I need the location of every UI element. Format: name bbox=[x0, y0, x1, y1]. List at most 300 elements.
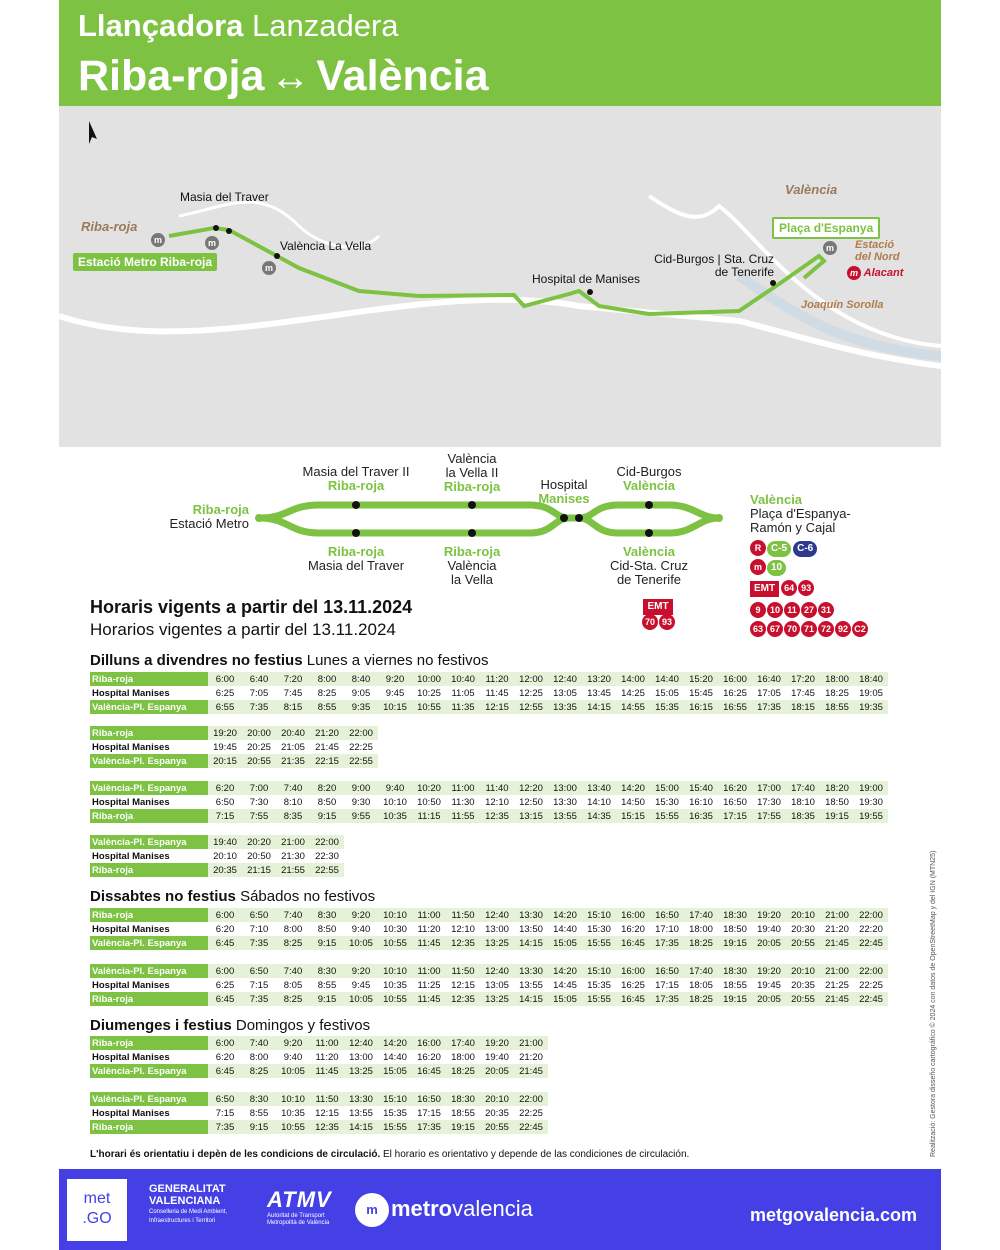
time-cell: 21:00 bbox=[514, 1036, 548, 1050]
time-cell: 12:10 bbox=[451, 923, 475, 935]
table-row bbox=[90, 754, 378, 768]
time-cell: 13:55 bbox=[548, 809, 582, 823]
time-cell: 19:45 bbox=[757, 979, 781, 991]
disclaimer-es: El horario es orientativo y depende de las condiciones de circulación. bbox=[383, 1149, 690, 1160]
time-cell: 13:35 bbox=[548, 700, 582, 714]
label: Masia del Traver bbox=[307, 558, 405, 573]
time-cell: 18:30 bbox=[718, 908, 752, 922]
time-cell: 10:10 bbox=[378, 964, 412, 978]
time-cell: 17:40 bbox=[786, 781, 820, 795]
atmv-sub1: Autoritat de Transport bbox=[267, 1213, 325, 1219]
map-alacant bbox=[847, 266, 903, 280]
time-cell: 7:15 bbox=[215, 1107, 235, 1119]
metro-ring-icon: m bbox=[355, 1193, 389, 1227]
time-cell: 16:20 bbox=[417, 1051, 441, 1063]
time-cell: 21:45 bbox=[514, 1064, 548, 1078]
station-cell: Hospital Manises bbox=[92, 796, 170, 808]
time-cell: 20:50 bbox=[247, 850, 271, 862]
station-cell: Riba-roja bbox=[90, 863, 208, 877]
time-cell: 7:20 bbox=[276, 672, 310, 686]
time-cell: 7:35 bbox=[242, 992, 276, 1006]
time-cell: 21:25 bbox=[825, 979, 849, 991]
time-cell: 8:50 bbox=[317, 923, 337, 935]
disclaimer-ca: L'horari és orientatiu i depèn de les condicions de circulació. bbox=[90, 1149, 381, 1160]
timetable-weekday-1 bbox=[90, 672, 888, 714]
time-cell: 9:20 bbox=[344, 908, 378, 922]
scheme-bot-vella bbox=[422, 545, 522, 587]
label: Manises bbox=[538, 491, 590, 506]
time-cell: 21:20 bbox=[519, 1051, 543, 1063]
station-cell: Riba-roja bbox=[90, 672, 208, 686]
time-cell: 13:25 bbox=[344, 1064, 378, 1078]
mv-valencia: valencia bbox=[452, 1195, 533, 1221]
time-cell: 13:00 bbox=[349, 1051, 373, 1063]
map-city-valencia: València bbox=[785, 182, 838, 197]
table-row bbox=[90, 908, 888, 922]
map-estacio-nord: Estació del Nord bbox=[855, 239, 900, 263]
time-cell: 9:55 bbox=[344, 809, 378, 823]
table-row bbox=[90, 936, 888, 950]
bus-line: 72 bbox=[818, 621, 834, 637]
time-cell: 20:10 bbox=[786, 908, 820, 922]
time-cell: 17:30 bbox=[757, 796, 781, 808]
time-cell: 13:55 bbox=[349, 1107, 373, 1119]
bus-line: 11 bbox=[784, 602, 800, 618]
time-cell: 22:55 bbox=[310, 863, 344, 877]
time-cell: 22:00 bbox=[344, 726, 378, 740]
time-cell: 15:05 bbox=[548, 936, 582, 950]
time-cell: 16:20 bbox=[718, 781, 752, 795]
time-cell: 15:05 bbox=[655, 687, 679, 699]
time-cell: 11:00 bbox=[446, 781, 480, 795]
station-cell: Hospital Manises bbox=[92, 687, 170, 699]
validity-catalan: Horaris vigents a partir del 13.11.2024 bbox=[90, 597, 413, 617]
time-cell: 14:20 bbox=[548, 908, 582, 922]
time-cell: 14:00 bbox=[616, 672, 650, 686]
time-cell: 20:15 bbox=[208, 754, 242, 768]
bus-line: 71 bbox=[801, 621, 817, 637]
time-cell: 14:15 bbox=[582, 700, 616, 714]
time-cell: 10:05 bbox=[276, 1064, 310, 1078]
time-cell: 6:45 bbox=[208, 936, 242, 950]
section-sunday bbox=[90, 1017, 370, 1034]
metgo-line1: met bbox=[83, 1190, 111, 1207]
time-cell: 18:05 bbox=[689, 979, 713, 991]
time-cell: 14:20 bbox=[548, 964, 582, 978]
time-cell: 12:15 bbox=[480, 700, 514, 714]
node-riba bbox=[255, 514, 263, 522]
time-cell: 10:05 bbox=[344, 936, 378, 950]
time-cell: 11:20 bbox=[315, 1051, 339, 1063]
metro-icon: m bbox=[205, 236, 219, 250]
time-cell: 11:50 bbox=[310, 1092, 344, 1106]
label: Masia del Traver II bbox=[302, 464, 410, 479]
bus-line: 93 bbox=[798, 580, 814, 596]
time-cell: 10:35 bbox=[378, 809, 412, 823]
time-cell: 10:10 bbox=[383, 796, 407, 808]
station-cell: Riba-roja bbox=[90, 992, 208, 1006]
scheme-top-traver bbox=[286, 465, 426, 493]
time-cell: 7:40 bbox=[276, 781, 310, 795]
time-cell: 11:20 bbox=[417, 923, 441, 935]
timetable-sunday-1 bbox=[90, 1036, 548, 1078]
time-cell: 10:40 bbox=[446, 672, 480, 686]
time-cell: 22:00 bbox=[514, 1092, 548, 1106]
scheme-top-vella bbox=[422, 452, 522, 494]
time-cell: 6:55 bbox=[208, 700, 242, 714]
time-cell: 18:00 bbox=[451, 1051, 475, 1063]
time-cell: 8:55 bbox=[310, 700, 344, 714]
time-cell: 17:05 bbox=[757, 687, 781, 699]
time-cell: 14:15 bbox=[514, 992, 548, 1006]
time-cell: 6:45 bbox=[208, 992, 242, 1006]
time-cell: 18:00 bbox=[689, 923, 713, 935]
time-cell: 13:25 bbox=[480, 992, 514, 1006]
table-row bbox=[90, 1036, 548, 1050]
time-cell: 6:00 bbox=[208, 672, 242, 686]
time-cell: 7:35 bbox=[208, 1120, 242, 1134]
time-cell: 18:15 bbox=[786, 700, 820, 714]
time-cell: 18:50 bbox=[825, 796, 849, 808]
map-tag-metro-riba: Estació Metro Riba-roja bbox=[73, 253, 217, 271]
time-cell: 17:15 bbox=[417, 1107, 441, 1119]
time-cell: 14:35 bbox=[582, 809, 616, 823]
time-cell: 9:20 bbox=[276, 1036, 310, 1050]
bus-line: 31 bbox=[818, 602, 834, 618]
time-cell: 8:00 bbox=[249, 1051, 269, 1063]
time-cell: 19:15 bbox=[718, 936, 752, 950]
time-cell: 20:10 bbox=[786, 964, 820, 978]
node-valencia bbox=[715, 514, 723, 522]
time-cell: 10:30 bbox=[383, 923, 407, 935]
time-cell: 11:35 bbox=[446, 700, 480, 714]
time-cell: 20:35 bbox=[485, 1107, 509, 1119]
bus-line: 70 bbox=[784, 621, 800, 637]
time-cell: 15:30 bbox=[655, 796, 679, 808]
time-cell: 22:15 bbox=[310, 754, 344, 768]
time-cell: 21:45 bbox=[820, 992, 854, 1006]
time-cell: 16:45 bbox=[616, 992, 650, 1006]
time-cell: 10:55 bbox=[412, 700, 446, 714]
time-cell: 11:45 bbox=[485, 687, 509, 699]
gva-sub2: Infraestructures i Territori bbox=[149, 1218, 216, 1224]
label: València bbox=[622, 544, 676, 559]
station-cell: Hospital Manises bbox=[92, 741, 170, 753]
time-cell: 21:55 bbox=[276, 863, 310, 877]
time-cell: 10:05 bbox=[344, 992, 378, 1006]
time-cell: 19:15 bbox=[820, 809, 854, 823]
scheme-hospital bbox=[524, 478, 604, 506]
time-cell: 7:00 bbox=[242, 781, 276, 795]
time-cell: 19:00 bbox=[854, 781, 888, 795]
time-cell: 12:40 bbox=[548, 672, 582, 686]
time-cell: 17:10 bbox=[655, 923, 679, 935]
table-row bbox=[90, 1120, 548, 1134]
time-cell: 13:45 bbox=[587, 687, 611, 699]
table-row bbox=[90, 992, 888, 1006]
bus-line: C2 bbox=[852, 621, 868, 637]
title-catalan: Llançadora bbox=[78, 8, 244, 43]
time-cell: 13:00 bbox=[485, 923, 509, 935]
line-badge: C-6 bbox=[793, 541, 817, 557]
time-cell: 10:00 bbox=[412, 672, 446, 686]
section-saturday-es: Sábados no festivos bbox=[240, 888, 376, 905]
station-cell: Riba-roja bbox=[90, 908, 208, 922]
time-cell: 19:55 bbox=[854, 809, 888, 823]
time-cell: 21:00 bbox=[276, 835, 310, 849]
station-cell: València-Pl. Espanya bbox=[90, 781, 208, 795]
timetable-weekday-3 bbox=[90, 781, 888, 823]
time-cell: 22:45 bbox=[854, 992, 888, 1006]
time-cell: 7:40 bbox=[276, 964, 310, 978]
metro-icon: m bbox=[151, 233, 165, 247]
time-cell: 8:35 bbox=[276, 809, 310, 823]
time-cell: 18:20 bbox=[820, 781, 854, 795]
time-cell: 22:25 bbox=[349, 741, 373, 753]
time-cell: 19:45 bbox=[213, 741, 237, 753]
time-cell: 16:20 bbox=[621, 923, 645, 935]
time-cell: 18:30 bbox=[446, 1092, 480, 1106]
route-map bbox=[59, 106, 941, 447]
time-cell: 12:40 bbox=[344, 1036, 378, 1050]
time-cell: 8:25 bbox=[242, 1064, 276, 1078]
website-link[interactable]: metgovalencia.com bbox=[749, 1205, 917, 1225]
time-cell: 18:35 bbox=[786, 809, 820, 823]
time-cell: 14:20 bbox=[616, 781, 650, 795]
time-cell: 22:00 bbox=[854, 908, 888, 922]
time-cell: 11:15 bbox=[412, 809, 446, 823]
time-cell: 16:25 bbox=[723, 687, 747, 699]
time-cell: 10:55 bbox=[276, 1120, 310, 1134]
metgo-logo bbox=[67, 1179, 127, 1241]
time-cell: 8:30 bbox=[310, 964, 344, 978]
section-sunday-ca: Diumenges i festius bbox=[90, 1017, 232, 1034]
emt-logo: EMT bbox=[643, 599, 672, 615]
time-cell: 20:10 bbox=[480, 1092, 514, 1106]
table-row bbox=[90, 809, 888, 823]
node-bot-cid bbox=[645, 529, 653, 537]
station-cell: València-Pl. Espanya bbox=[90, 700, 208, 714]
map-city-riba: Riba-roja bbox=[81, 219, 138, 234]
time-cell: 15:10 bbox=[378, 1092, 412, 1106]
table-row bbox=[90, 849, 344, 863]
time-cell: 18:55 bbox=[451, 1107, 475, 1119]
time-cell: 13:40 bbox=[582, 781, 616, 795]
time-cell: 21:20 bbox=[825, 923, 849, 935]
emt-logo: EMT bbox=[750, 581, 779, 597]
header bbox=[59, 0, 941, 106]
emt-connections-b bbox=[750, 600, 835, 618]
time-cell: 13:30 bbox=[553, 796, 577, 808]
time-cell: 20:55 bbox=[786, 936, 820, 950]
time-cell: 6:00 bbox=[208, 908, 242, 922]
time-cell: 11:55 bbox=[446, 809, 480, 823]
time-cell: 20:05 bbox=[752, 992, 786, 1006]
time-cell: 14:10 bbox=[587, 796, 611, 808]
timetable-weekday-2 bbox=[90, 726, 378, 768]
stop-dot-traver-2 bbox=[226, 228, 232, 234]
time-cell: 9:20 bbox=[344, 964, 378, 978]
time-cell: 22:55 bbox=[344, 754, 378, 768]
map-sorolla: Joaquín Sorolla bbox=[801, 299, 884, 311]
time-cell: 15:15 bbox=[616, 809, 650, 823]
bus-line: 10 bbox=[767, 602, 783, 618]
time-cell: 7:55 bbox=[242, 809, 276, 823]
time-cell: 11:45 bbox=[412, 992, 446, 1006]
time-cell: 13:50 bbox=[519, 923, 543, 935]
time-cell: 8:30 bbox=[310, 908, 344, 922]
time-cell: 14:45 bbox=[553, 979, 577, 991]
time-cell: 12:20 bbox=[514, 781, 548, 795]
time-cell: 14:40 bbox=[553, 923, 577, 935]
time-cell: 16:00 bbox=[616, 964, 650, 978]
time-cell: 8:00 bbox=[283, 923, 303, 935]
time-cell: 18:30 bbox=[718, 964, 752, 978]
table-row bbox=[90, 1064, 548, 1078]
time-cell: 20:30 bbox=[791, 923, 815, 935]
bus-line: 64 bbox=[781, 580, 797, 596]
station-cell: Hospital Manises bbox=[92, 850, 170, 862]
table-row bbox=[90, 978, 888, 992]
gva-line1: GENERALITAT bbox=[149, 1183, 226, 1195]
time-cell: 12:35 bbox=[310, 1120, 344, 1134]
node-top-traver bbox=[352, 501, 360, 509]
section-weekday bbox=[90, 652, 489, 669]
time-cell: 19:40 bbox=[757, 923, 781, 935]
station-cell: València-Pl. Espanya bbox=[90, 754, 208, 768]
validity-spanish: Horarios vigentes a partir del 13.11.2024 bbox=[90, 620, 396, 639]
time-cell: 10:35 bbox=[281, 1107, 305, 1119]
time-cell: 22:00 bbox=[854, 964, 888, 978]
time-cell: 15:10 bbox=[582, 908, 616, 922]
emt-cid-lines bbox=[634, 612, 684, 630]
time-cell: 17:35 bbox=[412, 1120, 446, 1134]
time-cell: 14:55 bbox=[616, 700, 650, 714]
table-row bbox=[90, 700, 888, 714]
time-cell: 13:15 bbox=[514, 809, 548, 823]
time-cell: 15:55 bbox=[582, 992, 616, 1006]
time-cell: 9:20 bbox=[378, 672, 412, 686]
bus-line: 67 bbox=[767, 621, 783, 637]
time-cell: 9:40 bbox=[378, 781, 412, 795]
time-cell: 15:35 bbox=[650, 700, 684, 714]
time-cell: 16:45 bbox=[412, 1064, 446, 1078]
time-cell: 19:20 bbox=[208, 726, 242, 740]
time-cell: 17:40 bbox=[684, 908, 718, 922]
scheme-bot-traver bbox=[286, 545, 426, 573]
label: Riba-roja bbox=[443, 544, 501, 559]
time-cell: 8:25 bbox=[276, 992, 310, 1006]
time-cell: 8:00 bbox=[310, 672, 344, 686]
section-weekday-ca: Dilluns a divendres no festius bbox=[90, 652, 303, 669]
table-row bbox=[90, 1050, 548, 1064]
station-cell: Hospital Manises bbox=[92, 979, 170, 991]
time-cell: 6:00 bbox=[208, 1036, 242, 1050]
time-cell: 13:30 bbox=[514, 964, 548, 978]
label: Cid-Burgos bbox=[616, 464, 682, 479]
double-arrow-icon: ↔ bbox=[270, 55, 311, 99]
time-cell: 12:00 bbox=[514, 672, 548, 686]
scheme-riba-sub: Estació Metro bbox=[169, 516, 249, 531]
table-row bbox=[90, 795, 888, 809]
time-cell: 13:55 bbox=[519, 979, 543, 991]
station-cell: Riba-roja bbox=[90, 1120, 208, 1134]
node-bot-vella bbox=[468, 529, 476, 537]
time-cell: 19:05 bbox=[859, 687, 883, 699]
time-cell: 17:55 bbox=[752, 809, 786, 823]
station-cell: València-Pl. Espanya bbox=[90, 1064, 208, 1078]
label: Hospital bbox=[540, 477, 588, 492]
gva-line2: VALENCIANA bbox=[149, 1195, 221, 1207]
time-cell: 16:50 bbox=[650, 908, 684, 922]
label: Cid-Sta. Cruz bbox=[609, 558, 689, 573]
renfe-icon: R bbox=[750, 540, 766, 556]
title-spanish: Lanzadera bbox=[252, 8, 399, 43]
time-cell: 8:25 bbox=[276, 936, 310, 950]
label: València bbox=[750, 492, 803, 507]
timetable-sunday-2 bbox=[90, 1092, 548, 1134]
table-row bbox=[90, 740, 378, 754]
time-cell: 15:55 bbox=[378, 1120, 412, 1134]
station-cell: Riba-roja bbox=[90, 726, 208, 740]
mv-metro: metro bbox=[391, 1195, 453, 1221]
time-cell: 15:35 bbox=[587, 979, 611, 991]
time-cell: 9:15 bbox=[242, 1120, 276, 1134]
time-cell: 10:25 bbox=[417, 687, 441, 699]
time-cell: 6:45 bbox=[208, 1064, 242, 1078]
time-cell: 8:15 bbox=[276, 700, 310, 714]
stop-dot-vella bbox=[274, 253, 280, 259]
time-cell: 8:55 bbox=[249, 1107, 269, 1119]
time-cell: 12:10 bbox=[485, 796, 509, 808]
time-cell: 19:35 bbox=[854, 700, 888, 714]
station-cell: València-Pl. Espanya bbox=[90, 1092, 208, 1106]
metro-icon: m bbox=[823, 241, 837, 255]
time-cell: 18:10 bbox=[791, 796, 815, 808]
time-cell: 8:50 bbox=[317, 796, 337, 808]
time-cell: 14:40 bbox=[650, 672, 684, 686]
time-cell: 20:55 bbox=[786, 992, 820, 1006]
time-cell: 18:40 bbox=[854, 672, 888, 686]
time-cell: 11:45 bbox=[412, 936, 446, 950]
bus-line: 93 bbox=[659, 614, 675, 630]
time-cell: 16:10 bbox=[689, 796, 713, 808]
atmv-sub2: Metropolità de València bbox=[267, 1220, 330, 1226]
bus-line: 63 bbox=[750, 621, 766, 637]
time-cell: 20:55 bbox=[242, 754, 276, 768]
time-cell: 15:10 bbox=[582, 964, 616, 978]
time-cell: 7:45 bbox=[283, 687, 303, 699]
table-row bbox=[90, 781, 888, 795]
time-cell: 6:20 bbox=[215, 923, 235, 935]
station-cell: València-Pl. Espanya bbox=[90, 835, 208, 849]
scheme-bot-cid bbox=[589, 545, 709, 587]
time-cell: 16:45 bbox=[616, 936, 650, 950]
time-cell: 17:35 bbox=[752, 700, 786, 714]
time-cell: 7:05 bbox=[249, 687, 269, 699]
time-cell: 12:40 bbox=[480, 964, 514, 978]
time-cell: 8:25 bbox=[317, 687, 337, 699]
time-cell: 9:15 bbox=[310, 992, 344, 1006]
time-cell: 14:15 bbox=[514, 936, 548, 950]
route-title bbox=[78, 52, 489, 101]
table-row bbox=[90, 964, 888, 978]
line-badge: C-5 bbox=[767, 541, 791, 557]
line-badge: 10 bbox=[767, 560, 786, 576]
map-stop-traver: Masia del Traver bbox=[180, 190, 269, 204]
time-cell: 16:50 bbox=[412, 1092, 446, 1106]
time-cell: 22:45 bbox=[854, 936, 888, 950]
